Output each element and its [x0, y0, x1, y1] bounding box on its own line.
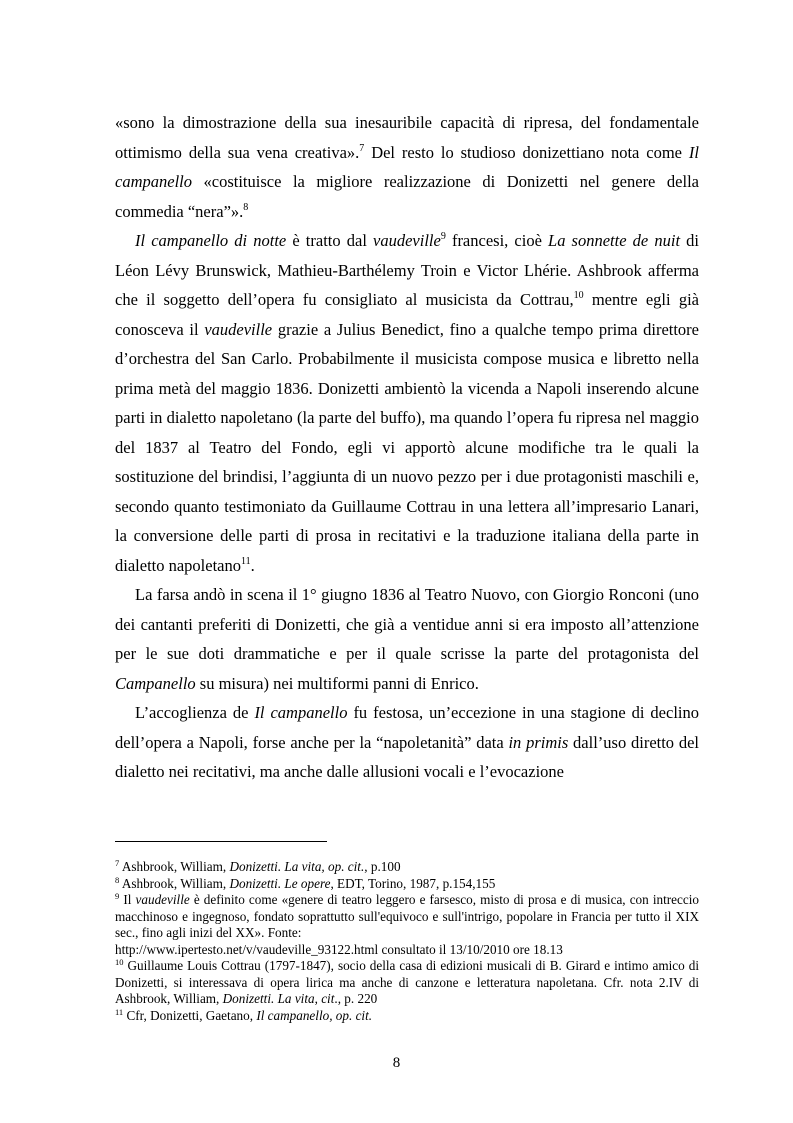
text-run: «sono la dimostrazione della sua inesauribile capacità di ripresa, del fondamentale ottimismo della sua vena creativa».	[115, 113, 699, 162]
footnote-ref: 9	[115, 891, 120, 901]
footnote-11	[115, 1008, 699, 1025]
footnote-ref: 8	[243, 201, 249, 213]
paragraph	[115, 226, 699, 580]
footnote-ref: 7	[359, 142, 365, 154]
italic-text: La sonnette de nuit	[548, 231, 681, 250]
text-run: grazie a Julius Benedict, fino a qualche tempo prima direttore d’orchestra del San Carlo. Probabilmente il musicista compose musica e libretto nella prima metà del maggio 1836. Donizetti ambientò la vicenda a Napoli inserendo alcune parti in dialetto napoletano (la parte del buffo), ma quando l’opera fu ripresa nel maggio del 1837 al Teatro del Fondo, egli vi apportò alcune modifiche tra le quali la sostituzione del brindisi, l’aggiunta di un nuovo pezzo per i due protagonisti maschili e, secondo quanto testimoniato da Guillaume Cottrau in una lettera all’impresario Lanari, la conversione delle parti di prosa in recitativi e la traduzione italiana della parte in dialetto napoletano	[115, 319, 700, 575]
italic-text: vaudeville	[373, 231, 441, 250]
text-run: francesi, cioè	[445, 231, 549, 250]
italic-text: Campanello	[115, 673, 196, 693]
footnote-8	[115, 876, 699, 893]
italic-text: cit	[321, 991, 335, 1006]
footnote-9-source	[115, 942, 699, 959]
text-run: dall’uso diretto del dialetto nei recitativi, ma anche dalle allusioni vocali e l’evocazione	[115, 732, 699, 781]
footnote-9	[115, 892, 699, 942]
text-run: , p.100	[364, 859, 401, 874]
text-run: , EDT, Torino, 1987, p.154,155	[330, 875, 496, 891]
text-run: http://www.ipertesto.net/v/vaudeville_93122.html consultato il 13/10/2010 ore 18.13	[115, 941, 563, 957]
text-run: ., p. 220	[334, 991, 378, 1006]
footnotes	[115, 859, 699, 1024]
text-run: su misura) nei multiformi panni di Enrico.	[195, 673, 479, 693]
footnote-10	[115, 958, 699, 1008]
text-run: «costituisce la migliore realizzazione di Donizetti nel genere della commedia “nera”».	[115, 172, 699, 221]
italic-text: in primis	[508, 732, 569, 752]
text-run: Ashbrook, William,	[119, 859, 230, 874]
text-run: Del resto lo studioso donizettiano nota come	[364, 142, 689, 162]
text-run: fu festosa, un’eccezione in una stagione di declino dell’opera a Napoli, forse anche per la “napoletanità” data	[115, 703, 699, 752]
italic-text: Donizetti. Le opere	[229, 875, 331, 891]
text-run: Ashbrook, William,	[119, 875, 230, 891]
footnote-ref: 8	[115, 874, 120, 885]
footnote-ref: 10	[115, 957, 124, 967]
text-run: L’accoglienza de	[135, 703, 255, 722]
text-run: La farsa andò in scena il 1° giugno 1836 al Teatro Nuovo, con Giorgio Ronconi (uno dei cantanti preferiti di Donizetti, che già a ventidue anni si era imposto all’attenzione per le sue doti drammatiche e per il quale scrisse la parte del protagonista del	[115, 585, 699, 663]
text-run: mentre egli già conosceva il	[115, 290, 699, 339]
italic-text: vaudeville	[135, 892, 190, 907]
text-run: è definito come «genere di teatro leggero e farsesco, misto di prosa e di musica, con intreccio macchinoso e ingegnoso, fondato soprattutto sull'equivoco e sull'intrigo, popolare in Francia per tutto il XIX sec., fino agli inizi del XX». Fonte:	[115, 892, 699, 940]
text-run: è tratto dal	[286, 231, 374, 250]
italic-text: Donizetti. La vita, op. cit.	[229, 859, 365, 874]
text-run: Il	[119, 892, 136, 907]
footnote-separator	[115, 841, 327, 842]
italic-text: Il campanello di notte	[135, 231, 287, 250]
paragraph	[115, 108, 699, 226]
italic-text: Il campanello	[115, 142, 699, 191]
page-number: 8	[392, 1055, 401, 1071]
text-run: Cfr, Donizetti, Gaetano,	[123, 1007, 257, 1023]
text-run: .	[250, 555, 255, 575]
italic-text: Il campanello	[254, 703, 348, 722]
footnote-ref: 11	[115, 1006, 124, 1017]
paragraph	[115, 580, 699, 698]
text-run: Guillaume Louis Cottrau (1797-1847), socio della casa di edizioni musicali di B. Girard e intimo amico di Donizetti, si interessava di opera lirica ma anche di canzone e letteratura napoletana. Cfr. nota 2.IV di Ashbrook, William,	[115, 958, 699, 1006]
italic-text: vaudeville	[204, 319, 273, 339]
paragraph	[115, 698, 699, 787]
footnote-ref: 11	[241, 555, 251, 567]
text-run: di Léon Lévy Brunswick, Mathieu-Barthélemy Troin e Victor Lhérie. Ashbrook afferma che il soggetto dell’opera fu consigliato al musicista da Cottrau,	[115, 231, 699, 309]
footnote-7	[115, 859, 699, 876]
italic-text: Il campanello, op. cit.	[256, 1007, 373, 1023]
italic-text: Donizetti. La vita	[222, 991, 315, 1006]
footnote-ref: 9	[440, 231, 446, 242]
footnote-ref: 10	[573, 290, 584, 301]
text-run: ,	[314, 991, 322, 1006]
footnote-ref: 7	[115, 858, 120, 868]
body-text	[115, 108, 699, 787]
